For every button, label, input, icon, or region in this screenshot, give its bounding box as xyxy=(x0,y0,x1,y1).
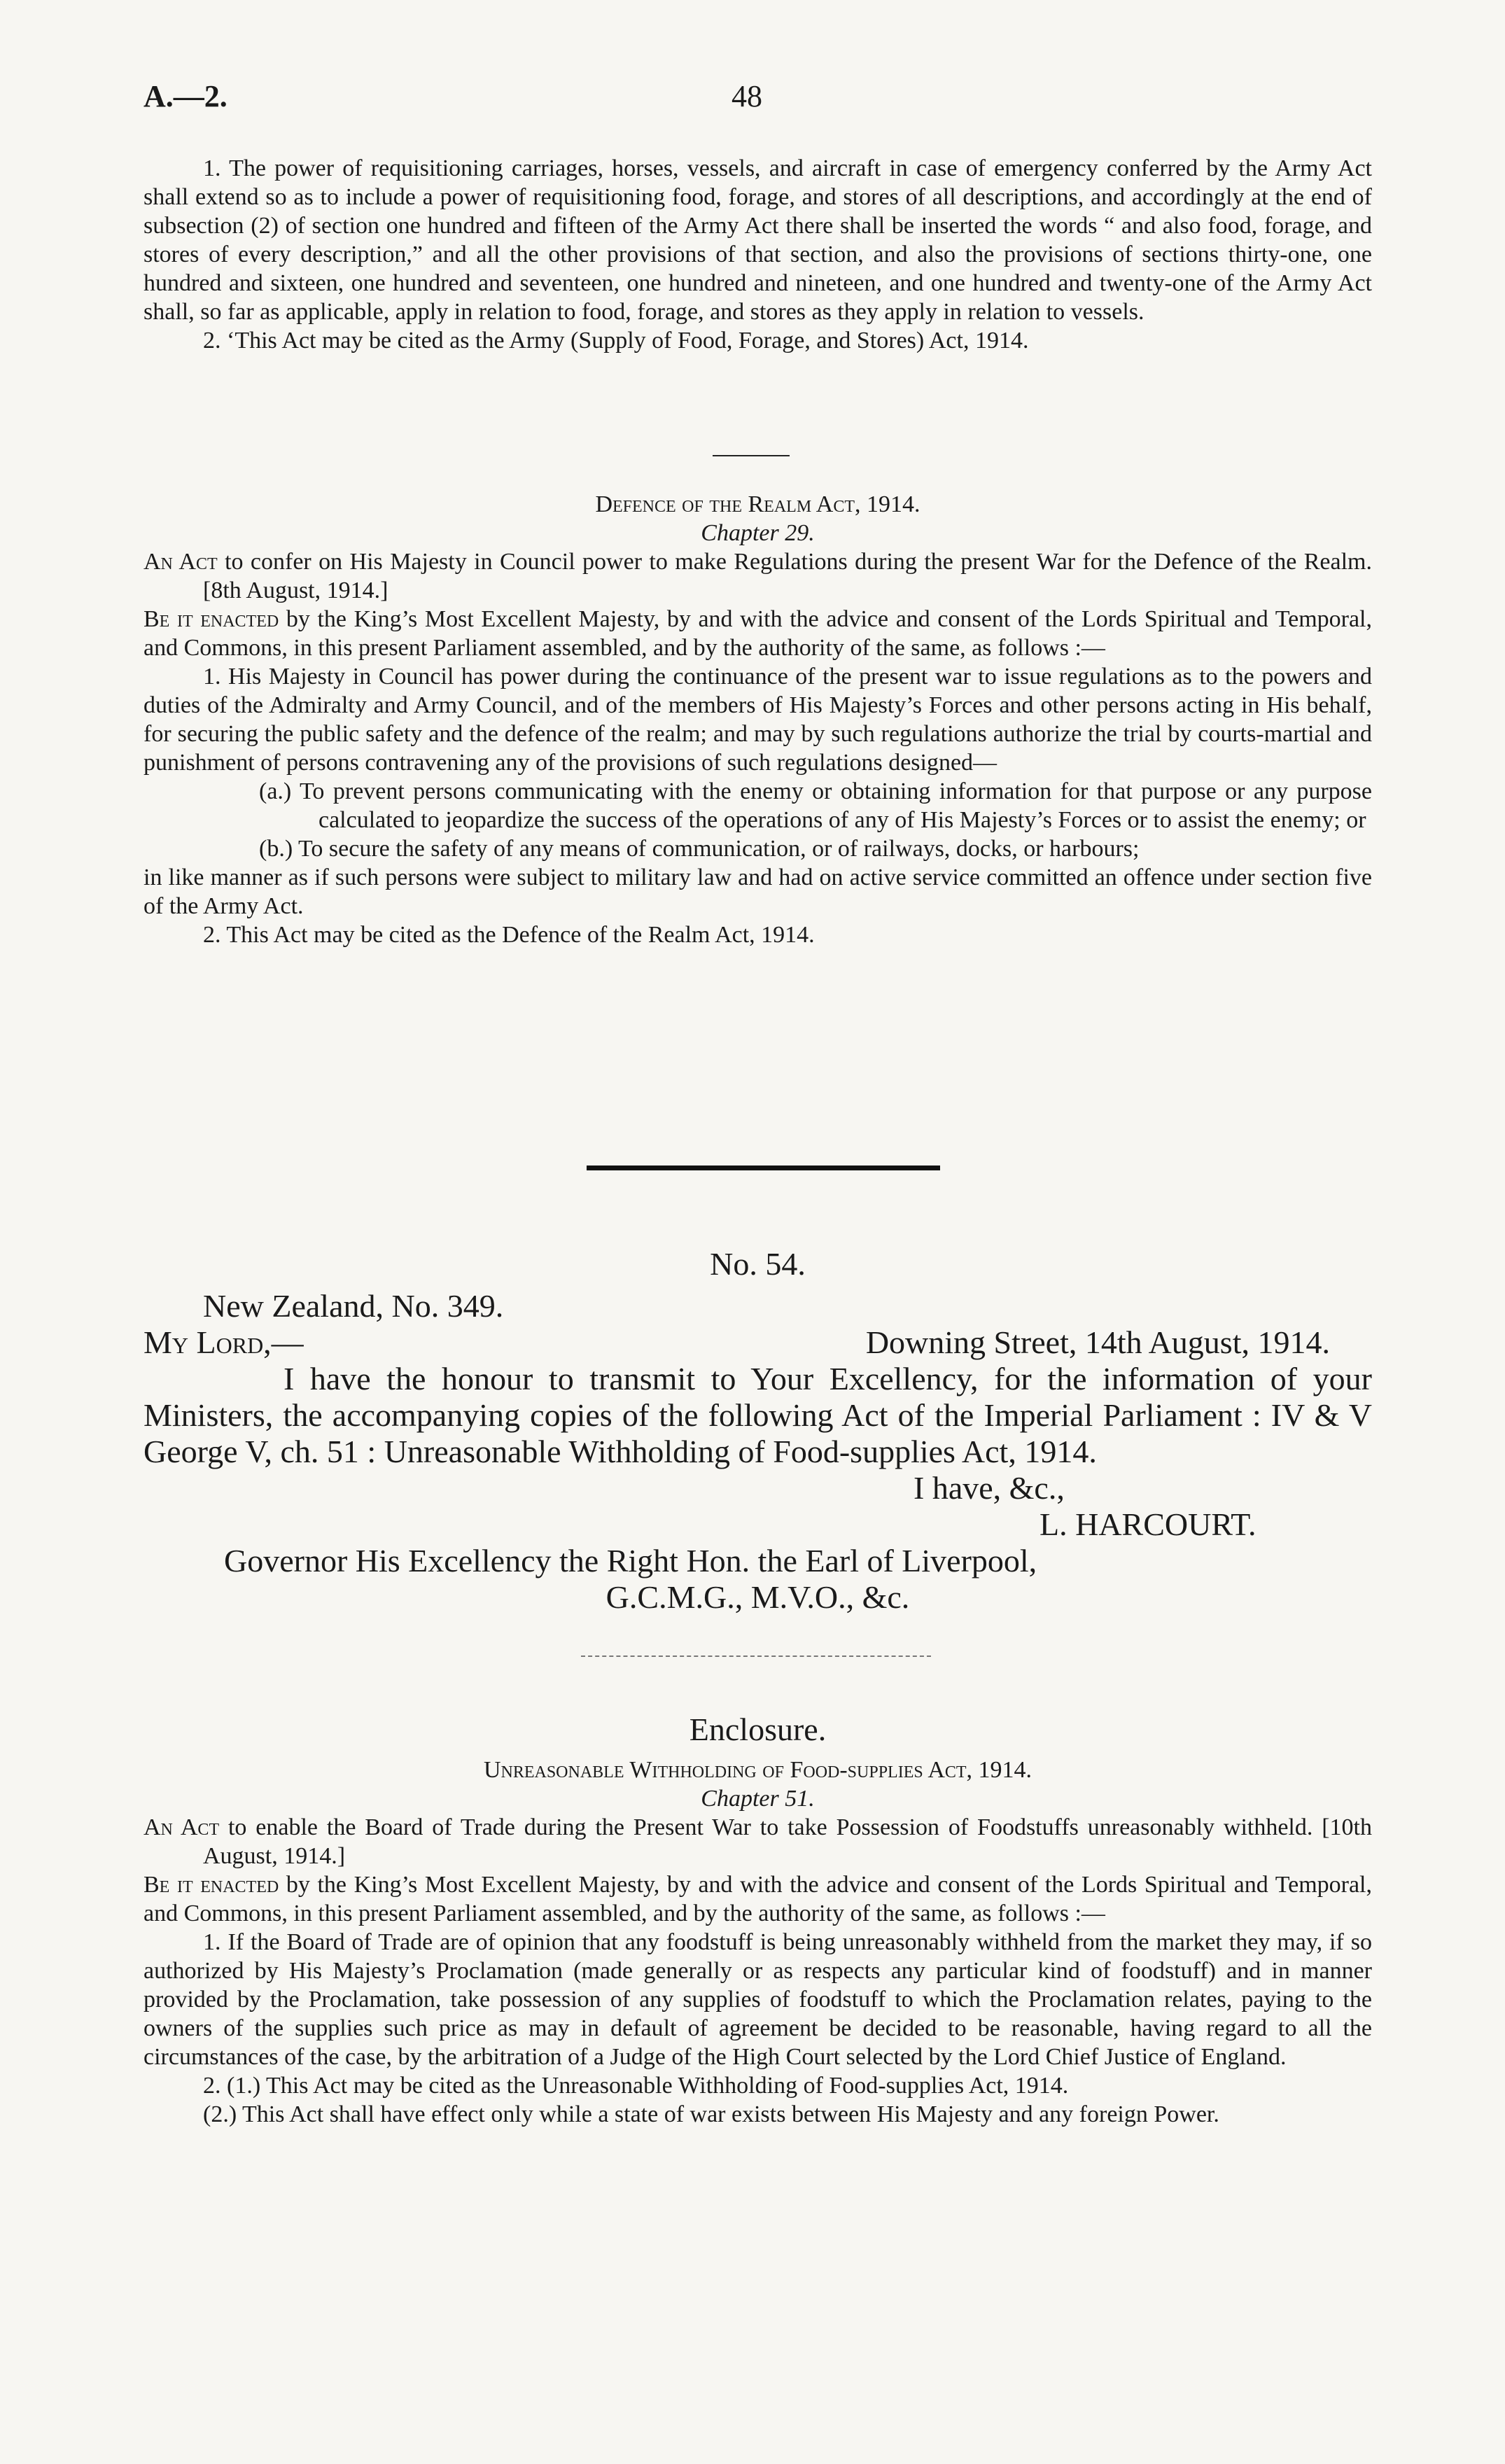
letter xyxy=(144,1288,1372,1616)
series-label: A.—2. xyxy=(144,79,227,113)
army-supply-section-1: 1. The power of requisitioning carriages, horses, vessels, and aircraft in case of emergency conferred by the Army Act shall extend so as to include a power of requisitioning food, forage, and stores of all descriptions, and accordingly at the end of subsection (2) of section one hundred and fifteen of the Army Act there shall be inserted the words “ and also food, forage, and stores of every description,” and all the other provisions of that section, and also the provisions of sections thirty-one, one hundred and sixteen, one hundred and seventeen, one hundred and nineteen, and one hundred and twenty-one of the Army Act shall, so far as applicable, apply in relation to food, forage, and stores as they apply in relation to vessels. xyxy=(144,155,1372,325)
enclosure-heading: Enclosure. xyxy=(689,1712,827,1747)
letter-reference: New Zealand, No. 349. xyxy=(203,1288,504,1324)
dotted-divider xyxy=(581,1656,931,1658)
enclosure-section-1: 1. If the Board of Trade are of opinion that any foodstuff is being unreasonably withheld from the market they may, if so authorized by His Majesty’s Proclamation (made generally or as respects any particular kind of foodstuff) and in manner provided by the Proclamation, take possession of any supplies of foodstuff to which the Proclamation relates, paying to the owners of the supplies such price as may in default of agreement be decided to be reasonable, having regard to all the circumstances of the case, by the arbitration of a Judge of the High Court selected by the Lord Chief Justice of England. xyxy=(144,1929,1372,2070)
section-divider xyxy=(713,455,790,456)
enclosure-long-title xyxy=(144,1813,1372,1870)
army-supply-act xyxy=(144,154,1372,355)
enclosure-title: Unreasonable Withholding of Food-supplies Act, 1914. xyxy=(483,1757,1032,1783)
defence-act-long-title xyxy=(144,547,1372,605)
long-title-text: to confer on His Majesty in Council power to make Regulations during the present War for the Defence of the Realm. [8th August, 1914.] xyxy=(203,549,1373,603)
letter-number: No. 54. xyxy=(710,1246,806,1282)
enclosure-chapter: Chapter 51. xyxy=(701,1786,815,1812)
addressee-line-1: Governor His Excellency the Right Hon. the Earl of Liverpool, xyxy=(224,1543,1037,1578)
place-date: Downing Street, 14th August, 1914. xyxy=(865,1324,1330,1360)
defence-of-realm-act xyxy=(144,490,1372,949)
enclosure-enacting xyxy=(144,1870,1372,1928)
long-title-text: to enable the Board of Trade during the Present War to take Possession of Foodstuffs unreasonably withheld. [10th August, 1914.] xyxy=(203,1814,1373,1869)
letter-salutation-line xyxy=(144,1324,1372,1361)
defence-act-section-2: 2. This Act may be cited as the Defence of the Realm Act, 1914. xyxy=(203,922,815,948)
defence-act-clause-a: (a.) To prevent persons communicating with the enemy or obtaining information for that purpose or any purpose calculated to jeopardize the success of the operations of any of His Majesty’s Forces or to assist the enemy; or xyxy=(259,778,1372,833)
an-act-lead: An Act xyxy=(144,549,218,575)
addressee-line-2: G.C.M.G., M.V.O., &c. xyxy=(606,1579,910,1615)
army-supply-section-2: 2. ‘This Act may be cited as the Army (Supply of Food, Forage, and Stores) Act, 1914. xyxy=(203,328,1029,354)
letter-body: I have the honour to transmit to Your Excellency, for the information of your Ministers, the accompanying copies of the following Act of the Imperial Parliament : IV & V George V, ch. 51 : Unreasonable Withholding of Food-supplies Act, 1914. xyxy=(144,1361,1372,1469)
letter-signature: L. HARCOURT. xyxy=(1040,1506,1256,1542)
enacting-lead: Be it enacted xyxy=(144,1872,279,1898)
enclosure-section-2-2: (2.) This Act shall have effect only while a state of war exists between His Majesty and any foreign Power. xyxy=(203,2101,1219,2127)
letter-closing: I have, &c., xyxy=(913,1470,1065,1506)
defence-act-chapter: Chapter 29. xyxy=(701,520,815,546)
defence-act-enacting xyxy=(144,605,1372,662)
defence-act-tail: in like manner as if such persons were subject to military law and had on active service committed an offence under section five of the Army Act. xyxy=(144,864,1372,919)
page-number: 48 xyxy=(732,79,762,113)
defence-act-title: Defence of the Realm Act, 1914. xyxy=(595,491,920,517)
defence-act-section-1: 1. His Majesty in Council has power during the continuance of the present war to issue regulations as to the powers and duties of the Admiralty and Army Council, and of the members of His Majesty’s Forces and other persons acting in His behalf, for securing the public safety and the defence of the realm; and may by such regulations authorize the trial by courts-martial and punishment of persons contravening any of the provisions of such regulations designed— xyxy=(144,664,1372,776)
defence-act-clause-b: (b.) To secure the safety of any means of communication, or of railways, docks, or harbours; xyxy=(259,836,1140,862)
an-act-lead: An Act xyxy=(144,1814,220,1840)
enclosure-section-2-1: 2. (1.) This Act may be cited as the Unreasonable Withholding of Food-supplies Act, 1914. xyxy=(203,2073,1069,2099)
enacting-text: by the King’s Most Excellent Majesty, by and with the advice and consent of the Lords Spiritual and Temporal, and Commons, in this present Parliament assembled, and by the authority of the same, as follows :— xyxy=(144,606,1372,661)
enacting-lead: Be it enacted xyxy=(144,606,279,632)
heavy-divider xyxy=(587,1166,940,1170)
enclosure-act xyxy=(144,1756,1372,2129)
enacting-text: by the King’s Most Excellent Majesty, by and with the advice and consent of the Lords Spiritual and Temporal, and Commons, in this present Parliament assembled, and by the authority of the same, as follows :— xyxy=(144,1872,1372,1926)
salutation: My Lord,— xyxy=(144,1324,304,1360)
